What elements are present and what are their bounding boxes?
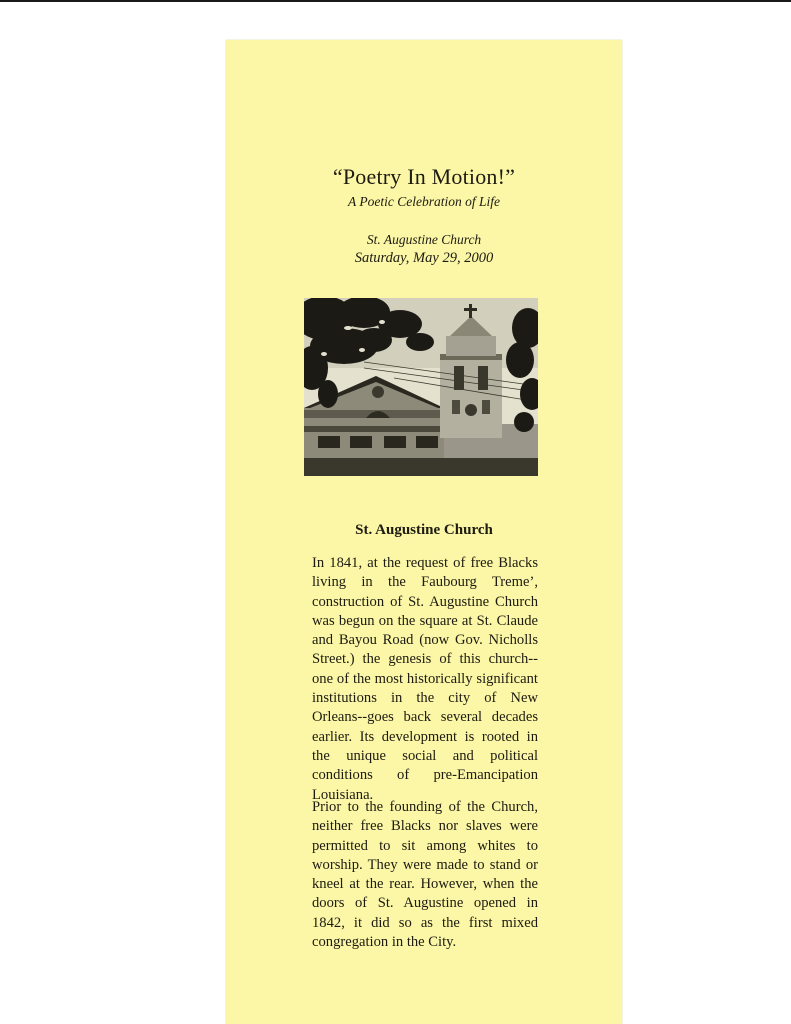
- program-subtitle: A Poetic Celebration of Life: [348, 194, 500, 209]
- program-sheet: [226, 40, 622, 1024]
- scan-edge: [0, 0, 791, 2]
- church-photo: [304, 298, 538, 476]
- history-paragraph: Prior to the founding of the Church, neither free Blacks nor slaves were permitted to sit among whites to worship. They were made to stand or kneel at the rear. However, when the doors of St. Augustine opened in 1842, it did so as the first mixed congregation in the City.: [312, 799, 538, 951]
- program-title: “Poetry In Motion!”: [332, 164, 516, 189]
- section-heading: St. Augustine Church: [355, 522, 493, 538]
- program-date: Saturday, May 29, 2000: [354, 250, 494, 266]
- history-paragraph: In 1841, at the request of free Blacks living in the Faubourg Treme’, construction of St. Augustine Church was begun on the square at St. Claude and Bayou Road (now Gov. Nicholls Street.) the genesis of this church-- one of the most historically significant institutions in the city of New Orleans--goes back several decades earlier. Its development is rooted in the unique social and political conditions of pre-Emancipation Louisiana.: [312, 555, 538, 803]
- program-venue: St. Augustine Church: [366, 232, 482, 247]
